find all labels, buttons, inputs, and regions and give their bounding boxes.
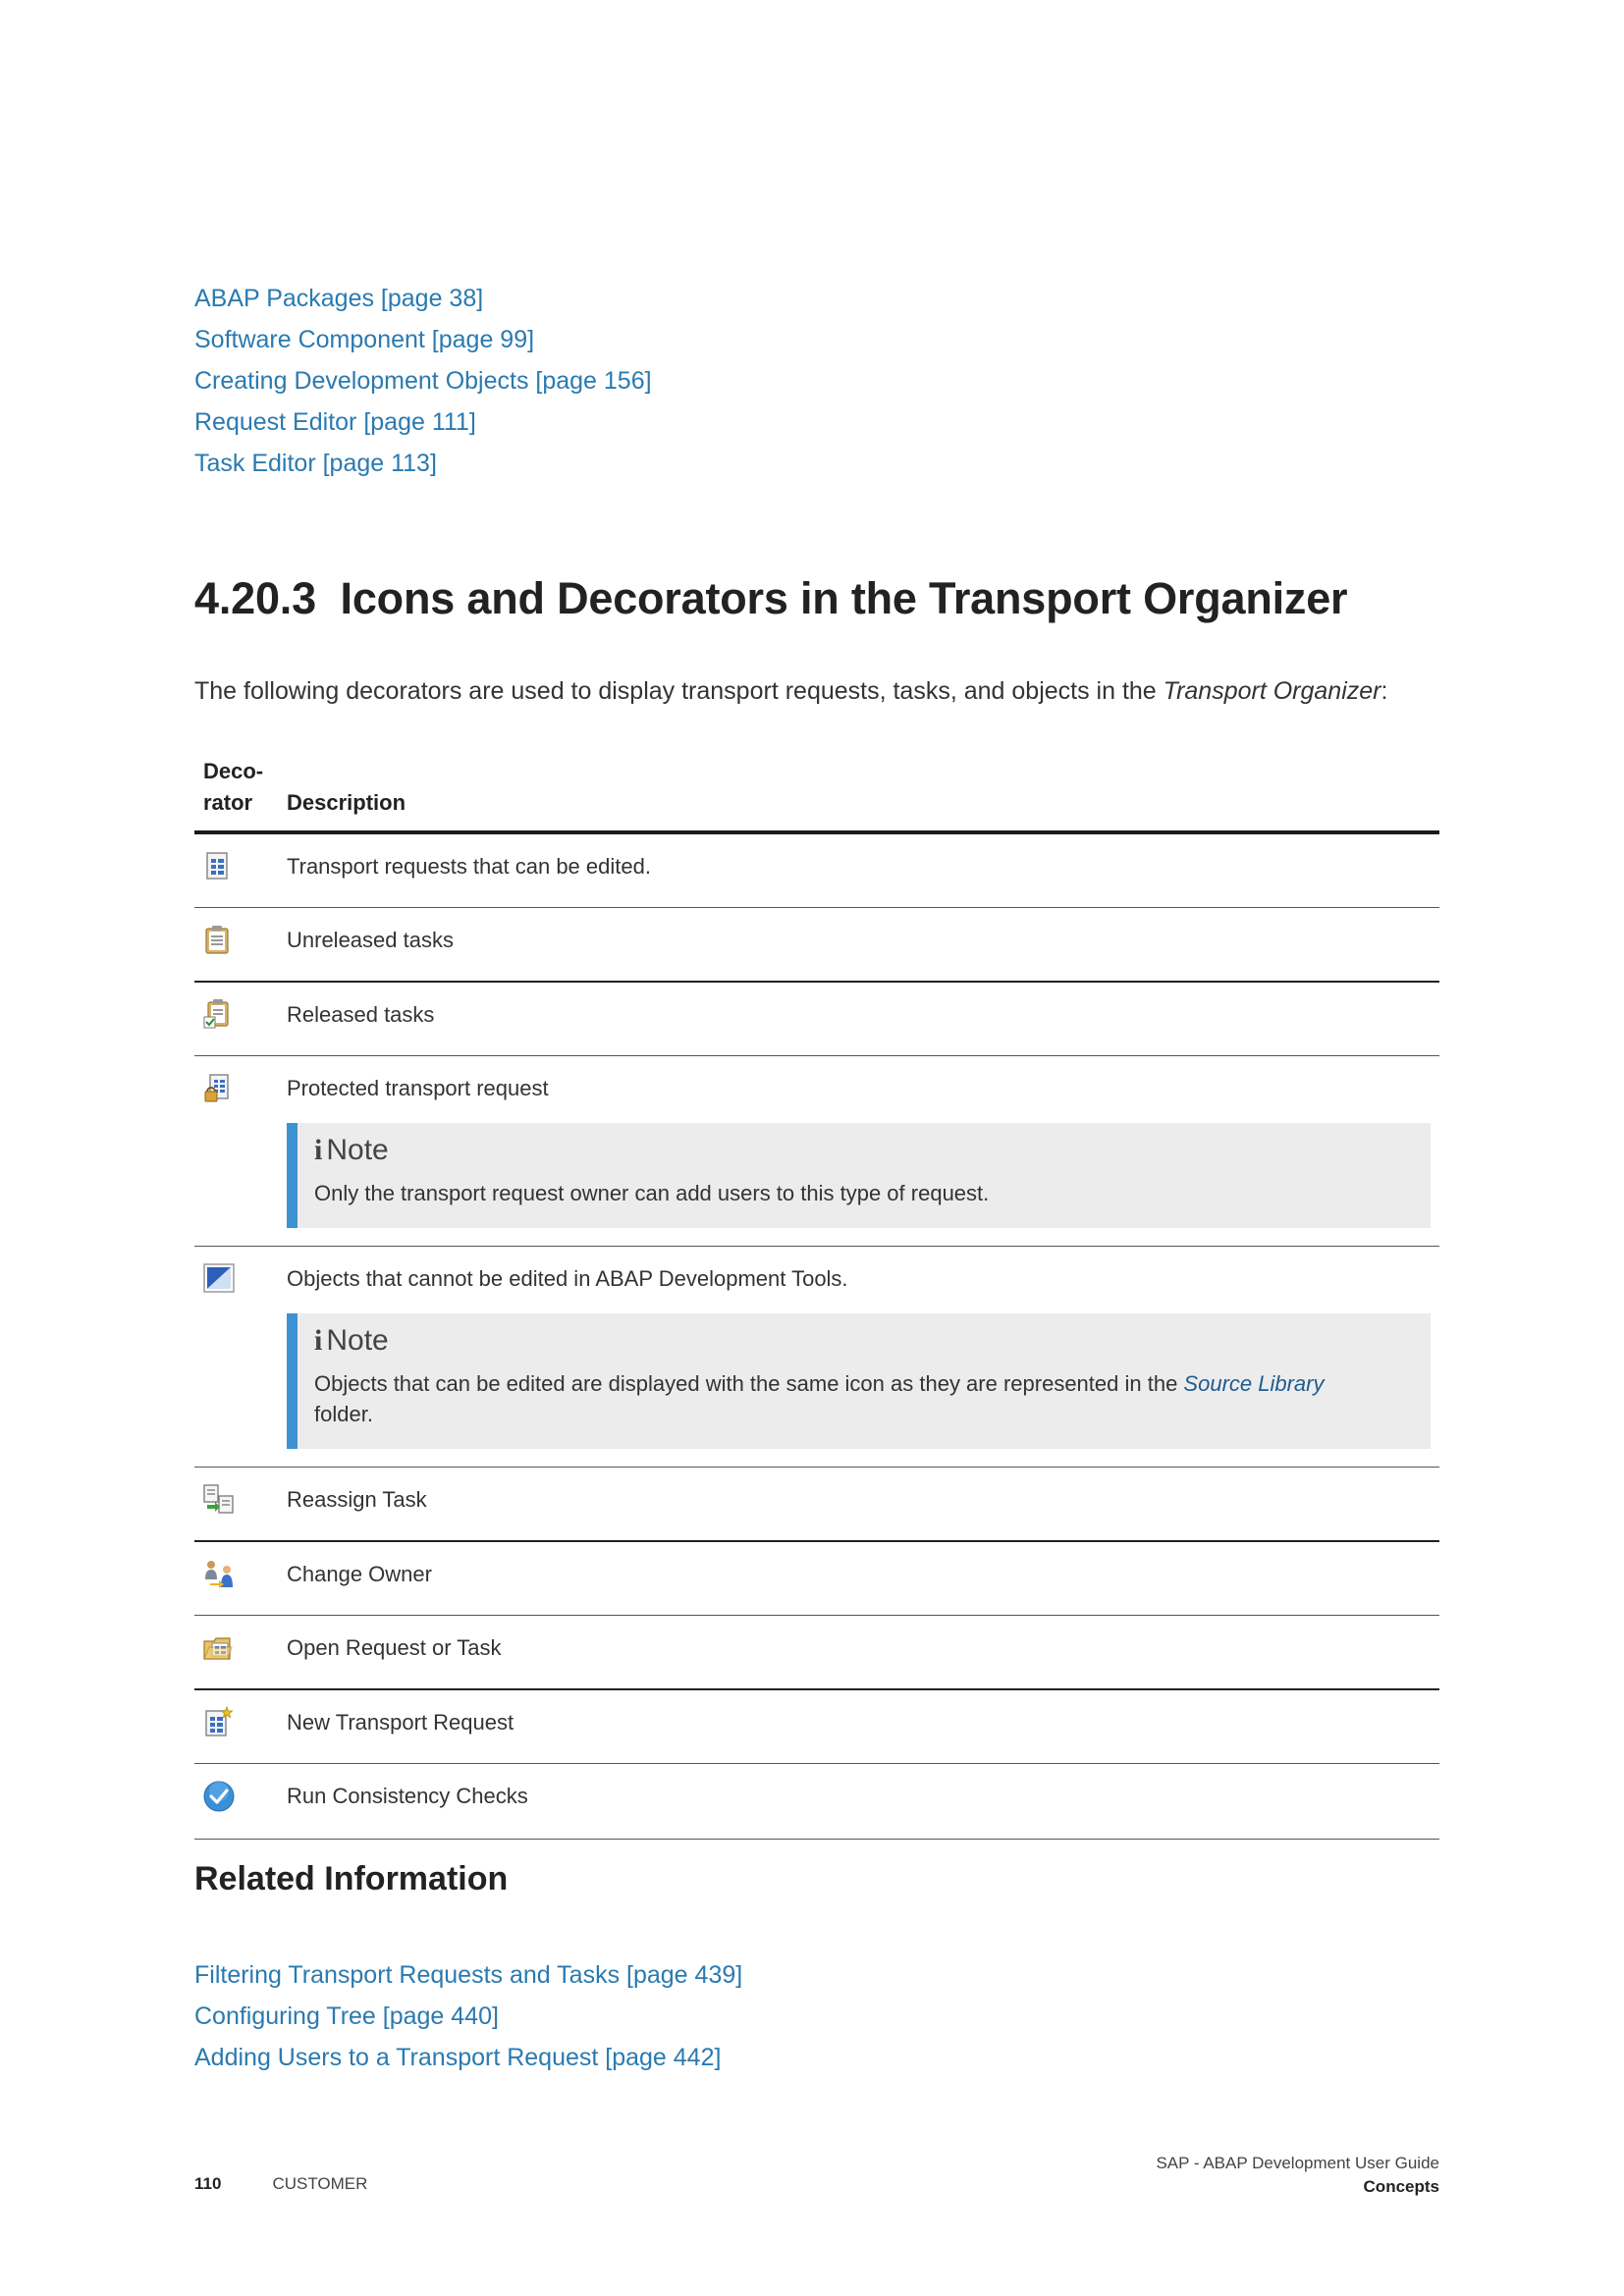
- row-description: Run Consistency Checks: [278, 1764, 1439, 1840]
- table-row: [194, 1247, 1439, 1468]
- link-software-component[interactable]: Software Component [page 99]: [194, 326, 535, 353]
- intro-emphasis: Transport Organizer: [1163, 677, 1381, 705]
- open-request-icon: [202, 1631, 232, 1663]
- released-task-icon: [202, 998, 232, 1030]
- note-label: Note: [326, 1324, 389, 1357]
- table-row: [194, 1764, 1439, 1840]
- header-decorator-line2: rator: [203, 790, 253, 815]
- info-icon: i: [314, 1134, 323, 1166]
- link-creating-development-objects[interactable]: Creating Development Objects [page 156]: [194, 367, 652, 395]
- link-adding-users[interactable]: Adding Users to a Transport Request [page 442]: [194, 2044, 722, 2071]
- header-description: Description: [278, 748, 1439, 832]
- note-label: Note: [326, 1134, 389, 1166]
- intro-suffix: :: [1380, 677, 1388, 705]
- note-text: [314, 1368, 1411, 1429]
- row-description: Objects that cannot be edited in ABAP Development Tools.: [287, 1266, 848, 1291]
- chapter-name: Concepts: [1363, 2177, 1439, 2196]
- table-row: [194, 982, 1439, 1056]
- row-description: Unreleased tasks: [278, 908, 1439, 983]
- info-icon: i: [314, 1324, 323, 1357]
- table-header-row: [194, 748, 1439, 832]
- section-title: Icons and Decorators in the Transport Organizer: [340, 573, 1348, 623]
- note-box: [287, 1123, 1431, 1228]
- note-text-suffix: folder.: [314, 1402, 373, 1426]
- row-description: Reassign Task: [278, 1468, 1439, 1542]
- consistency-check-icon: [202, 1780, 232, 1811]
- classification: CUSTOMER: [272, 2174, 368, 2193]
- non-editable-object-icon: [202, 1262, 232, 1294]
- source-library-term: Source Library: [1183, 1371, 1325, 1396]
- row-description: Open Request or Task: [278, 1616, 1439, 1690]
- reassign-task-icon: [202, 1483, 232, 1515]
- table-row: [194, 1468, 1439, 1542]
- intro-text: The following decorators are used to display transport requests, tasks, and objects in the: [194, 677, 1164, 705]
- table-row: [194, 908, 1439, 983]
- link-filtering-transport-requests[interactable]: Filtering Transport Requests and Tasks [page 439]: [194, 1961, 743, 1989]
- row-description: Protected transport request: [287, 1076, 549, 1100]
- link-configuring-tree[interactable]: Configuring Tree [page 440]: [194, 2002, 499, 2030]
- intro-paragraph: [194, 677, 1387, 706]
- note-text: Only the transport request owner can add users to this type of request.: [314, 1181, 990, 1205]
- row-description: Released tasks: [278, 982, 1439, 1056]
- change-owner-icon: [202, 1558, 232, 1589]
- note-box: [287, 1313, 1431, 1449]
- table-row: [194, 1616, 1439, 1690]
- footer-left: [194, 2174, 367, 2194]
- link-task-editor[interactable]: Task Editor [page 113]: [194, 450, 437, 477]
- link-abap-packages[interactable]: ABAP Packages [page 38]: [194, 285, 484, 312]
- header-decorator: [194, 748, 278, 832]
- related-information-heading: Related Information: [194, 1860, 509, 1897]
- link-request-editor[interactable]: Request Editor [page 111]: [194, 408, 476, 436]
- table-row: [194, 1056, 1439, 1247]
- protected-request-icon: [202, 1072, 232, 1103]
- unreleased-task-icon: [202, 924, 232, 955]
- editable-request-icon: [202, 850, 232, 881]
- new-request-icon: [202, 1706, 232, 1737]
- header-decorator-line1: Deco-: [203, 759, 264, 783]
- related-link-list: [194, 1954, 742, 2078]
- page-number: 110: [194, 2174, 222, 2193]
- section-heading: [194, 573, 1347, 624]
- footer-right: [1156, 2152, 1439, 2199]
- section-number: 4.20.3: [194, 573, 316, 623]
- row-description: New Transport Request: [278, 1689, 1439, 1764]
- note-text-main: Objects that can be edited are displayed with the same icon as they are represented in the: [314, 1371, 1184, 1396]
- table-row: [194, 1541, 1439, 1616]
- row-description: Change Owner: [278, 1541, 1439, 1616]
- guide-title: SAP - ABAP Development User Guide: [1156, 2154, 1439, 2172]
- top-link-list: [194, 278, 652, 484]
- table-row: [194, 832, 1439, 908]
- row-description: Transport requests that can be edited.: [278, 832, 1439, 908]
- decorator-table: [194, 748, 1439, 1840]
- table-row: [194, 1689, 1439, 1764]
